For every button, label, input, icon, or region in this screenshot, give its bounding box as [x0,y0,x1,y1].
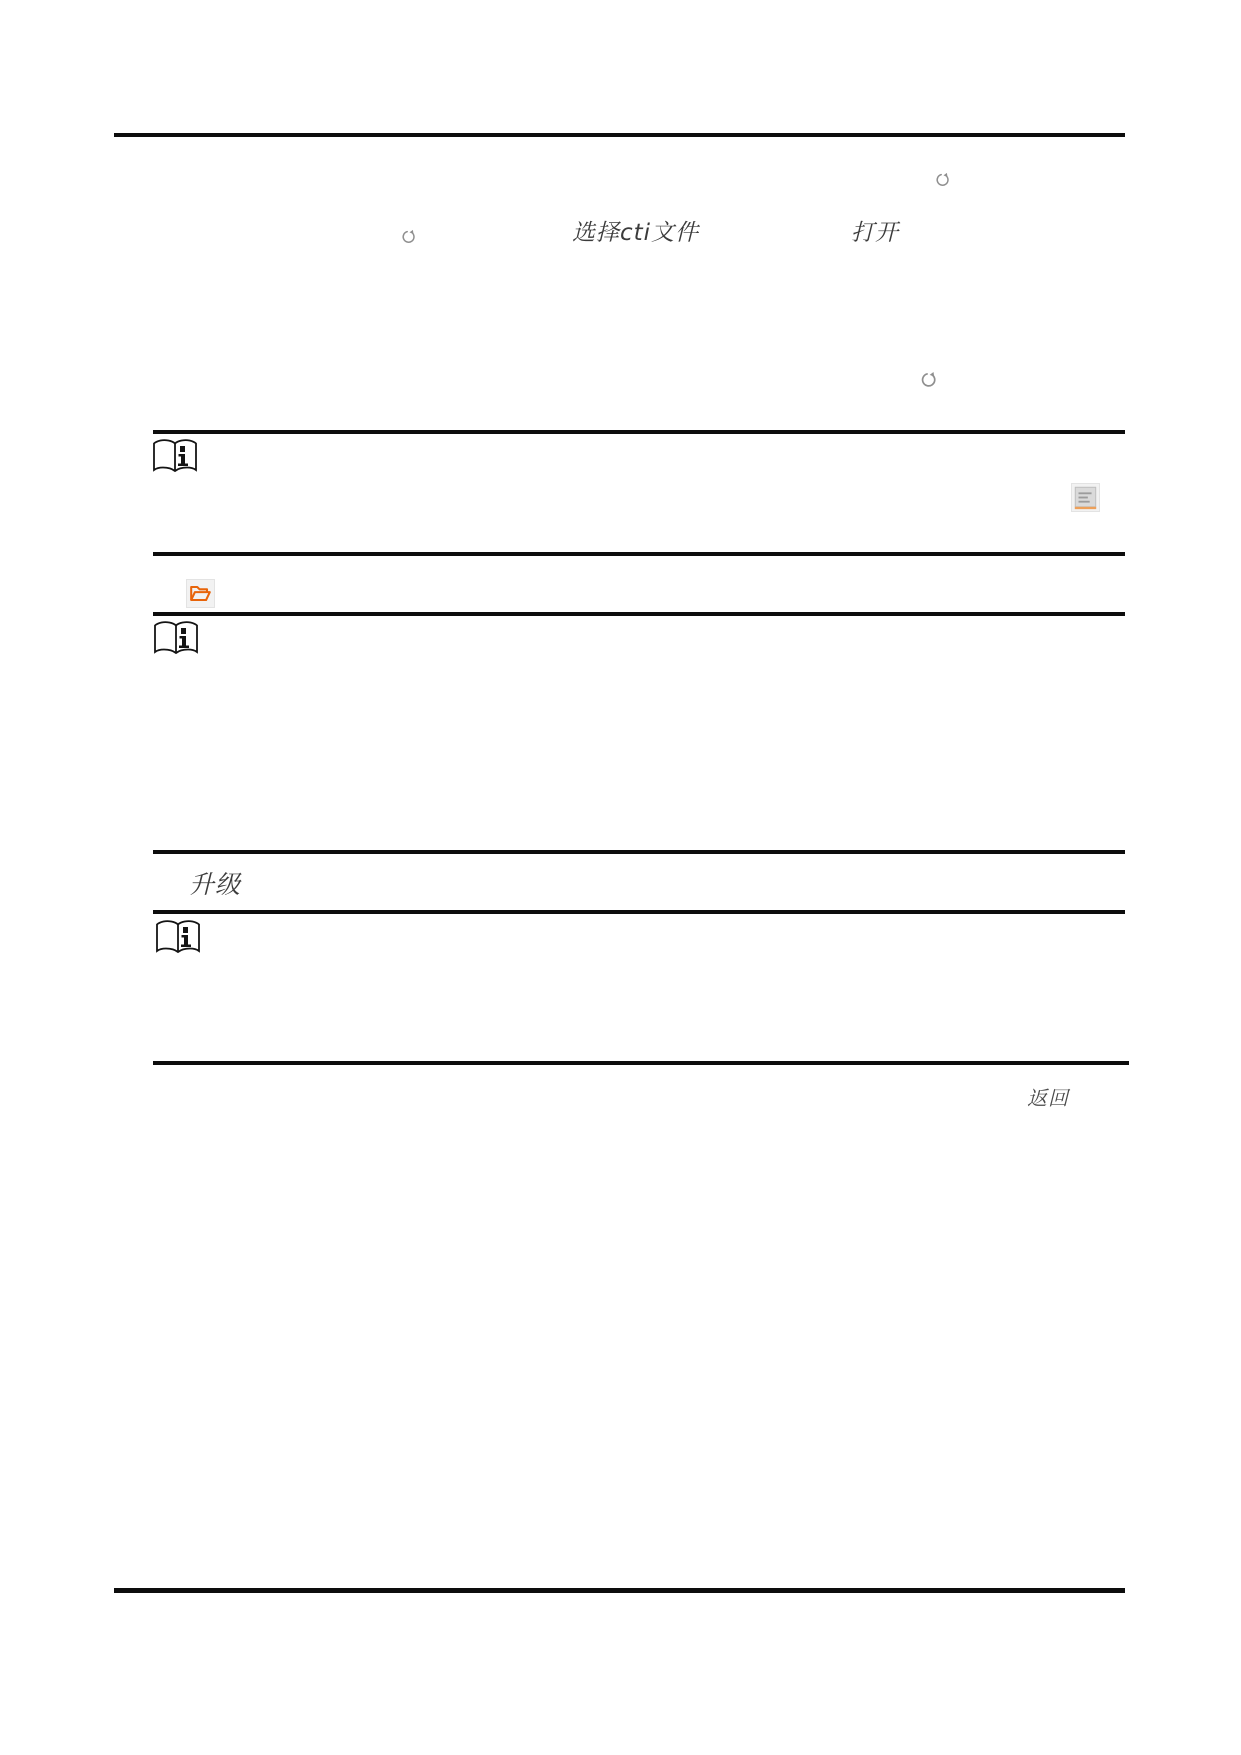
refresh-icon-mid [919,371,937,389]
note2-top-border [153,612,1125,616]
list-line-2 [1079,497,1088,499]
info-dot [183,927,188,933]
select-cti-file-label: 选择cti文件 [572,220,700,246]
note-book-icon-3 [155,920,201,954]
upgrade-heading: 升级 [189,870,242,899]
bottom-rule [114,1588,1125,1593]
refresh-arrowhead [930,372,935,377]
list-line-3 [1079,501,1090,503]
refresh-arrowhead [944,173,948,177]
info-stem [182,636,186,647]
note-book-icon-1 [152,439,198,473]
info-dot [181,628,186,634]
upgrade-top-border [153,850,1125,854]
info-serif-bottom [179,646,189,649]
section-divider [153,1061,1129,1065]
open-button-label: 打开 [851,220,899,246]
note1-top-border [153,430,1125,434]
info-serif-bottom [178,464,188,467]
browse-folder-icon [186,579,215,608]
refresh-icon-step [400,229,416,245]
info-dot [180,446,185,452]
upgrade-bottom-border [153,910,1125,914]
note-book-icon-2 [153,621,199,655]
info-serif-bottom [181,945,191,948]
note1-bottom-border [153,552,1125,556]
info-stem [181,454,185,465]
list-panel-icon [1071,483,1100,512]
folder-front [191,592,210,600]
list-line-1 [1079,492,1092,494]
back-label: 返回 [1027,1086,1069,1110]
info-stem [184,935,188,946]
refresh-arrowhead [410,230,414,234]
list-orange-bar [1075,507,1096,509]
refresh-icon-top [934,172,950,188]
top-rule [114,133,1125,137]
